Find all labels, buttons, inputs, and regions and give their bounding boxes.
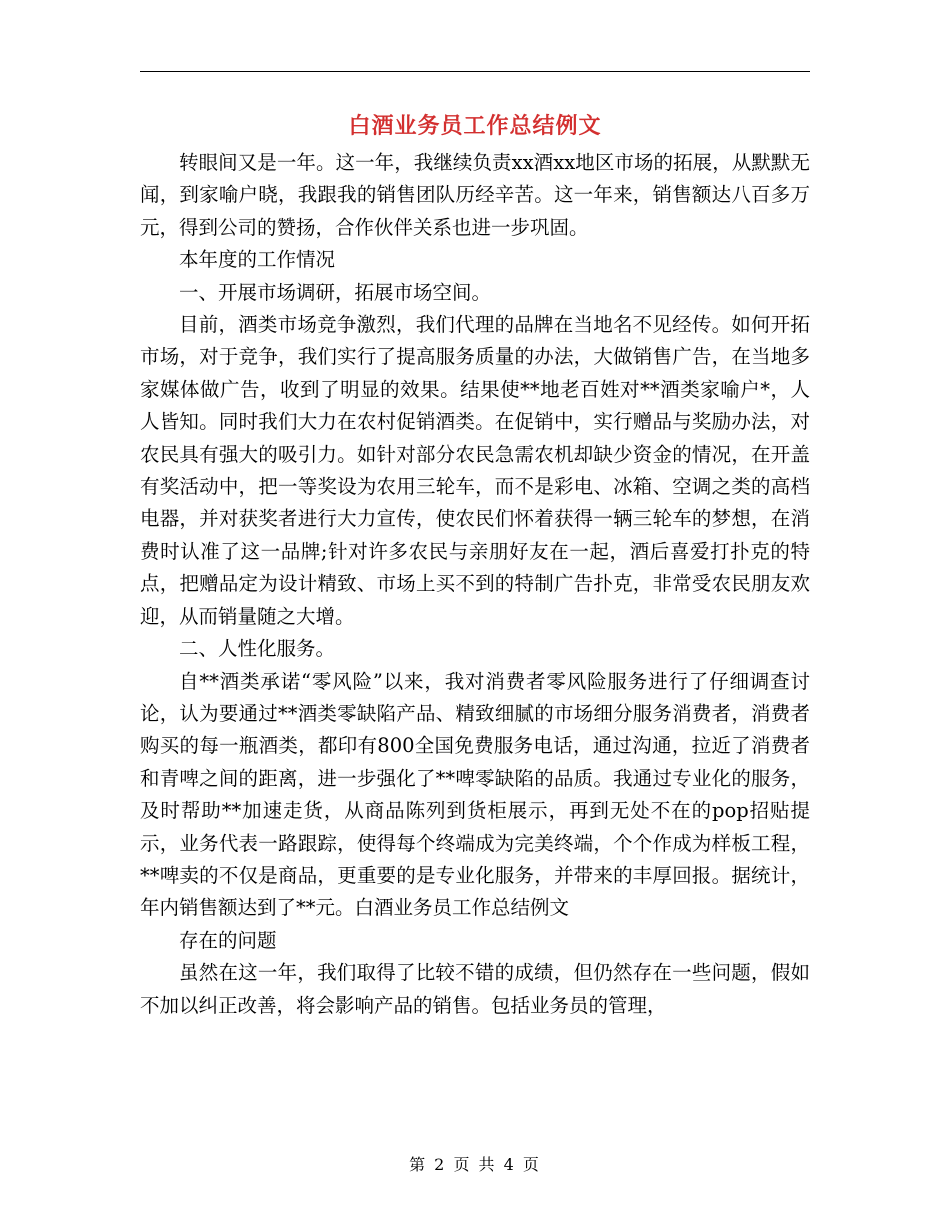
page-number: 第 2 页 共 4 页 [409, 1155, 541, 1174]
paragraph-service: 自**酒类承诺“零风险”以来，我对消费者零风险服务进行了仔细调查讨论，认为要通过**酒类零缺陷产品、精致细腻的市场细分服务消费者，消费者购买的每一瓶酒类，都印有800全国免费服务电话，通过沟通，拉近了消费者和青啤之间的距离，进一步强化了**啤零缺陷的品质。我通过专业化的服务，及时帮助**加速走货，从商品陈列到货柜展示，再到无处不在的pop招贴提示，业务代表一路跟踪，使得每个终端成为完美终端，个个作成为样板工程，**啤卖的不仅是商品，更重要的是专业化服务，并带来的丰厚回报。据统计，年内销售额达到了**元。白酒业务员工作总结例文 [140, 669, 810, 920]
paragraph-heading-service: 二、人性化服务。 [179, 637, 336, 661]
document-title: 白酒业务员工作总结例文 [348, 113, 602, 139]
paragraph-intro: 转眼间又是一年。这一年，我继续负责xx酒xx地区市场的拓展，从默默无闻，到家喻户晓，我跟我的销售团队历经辛苦。这一年来，销售额达八百多万元，得到公司的赞扬，合作伙伴关系也进一步巩固。 [140, 151, 810, 239]
paragraph-heading-annual-work: 本年度的工作情况 [179, 248, 336, 272]
paragraph-heading-problems: 存在的问题 [179, 928, 277, 952]
paragraph-heading-market-research: 一、开展市场调研，拓展市场空间。 [179, 280, 492, 304]
paragraph-market-research: 目前，酒类市场竞争激烈，我们代理的品牌在当地名不见经传。如何开拓市场，对于竞争，我们实行了提高服务质量的办法，大做销售广告，在当地多家媒体做广告，收到了明显的效果。结果使**地老百姓对**酒类家喻户*，人人皆知。同时我们大力在农村促销酒类。在促销中，实行赠品与奖励办法，对农民具有强大的吸引力。如针对部分农民急需农机却缺少资金的情况，在开盖有奖活动中，把一等奖设为农用三轮车，而不是彩电、冰箱、空调之类的高档电器，并对获奖者进行大力宣传，使农民们怀着获得一辆三轮车的梦想，在消费时认准了这一品牌;针对许多农民与亲朋好友在一起，酒后喜爱打扑克的特点，把赠品定为设计精致、市场上买不到的特制广告扑克，非常受农民朋友欢迎，从而销量随之大增。 [140, 313, 810, 628]
document-body [140, 147, 810, 1022]
header-rule [140, 71, 810, 72]
paragraph-problems: 虽然在这一年，我们取得了比较不错的成绩，但仍然存在一些问题，假如不加以纠正改善，将会影响产品的销售。包括业务员的管理， [140, 961, 810, 1017]
